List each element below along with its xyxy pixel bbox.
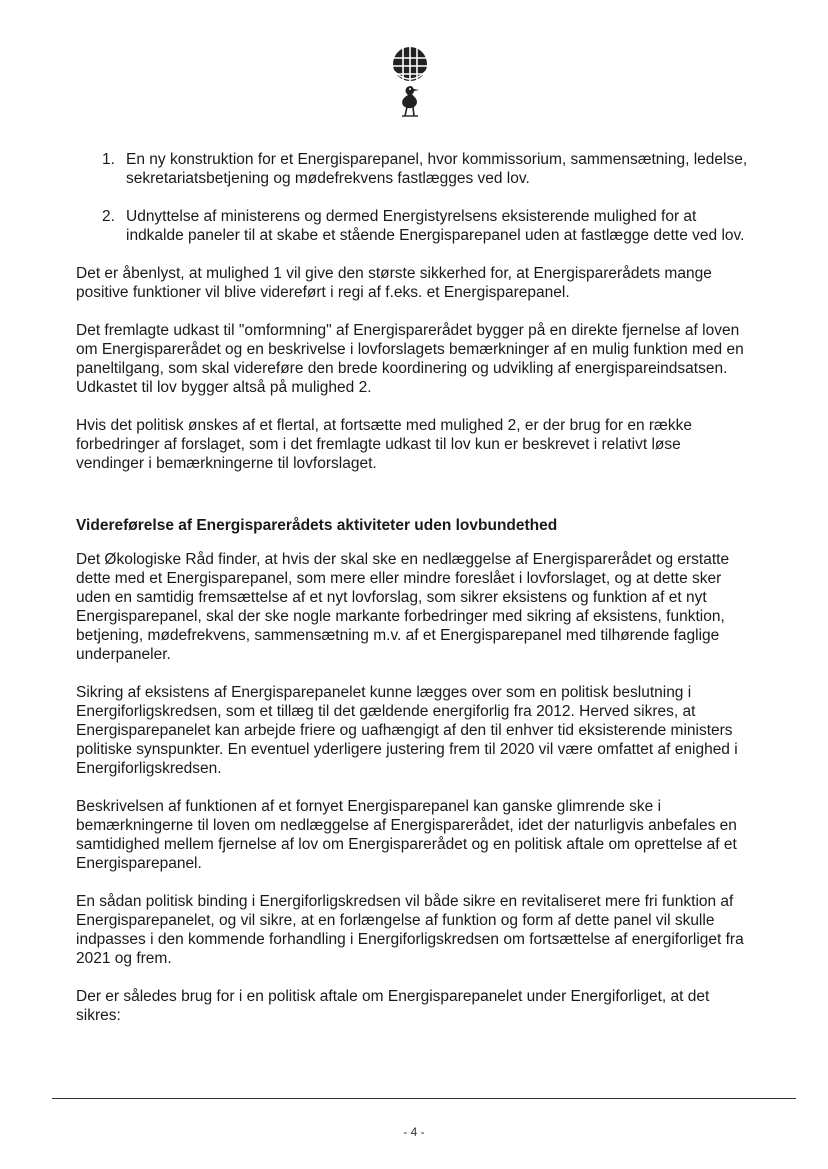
paragraph: Det Økologiske Råd finder, at hvis der skal ske en nedlæggelse af Energisparerådet og erstatte dette med et Energisparepanel, som mere eller mindre foreslået i lovforslaget, og at dette sker uden en samtidig fremsættelse af et nyt lovforslag, som sikrer eksistens og funktion af et nyt Energisparepanel, skal der ske nogle markante forbedringer med sikring af eksistens, funktion, betjening, mødefrekvens, sammensætning m.v. af et Energisparepanel med tilhørende faglige underpaneler. xyxy=(76,551,730,663)
numbered-list xyxy=(76,150,748,245)
paragraph: Det er åbenlyst, at mulighed 1 vil give den største sikkerhed for, at Energisparerådets mange positive funktioner vil blive videreført i regi af f.eks. et Energisparepanel. xyxy=(76,265,712,301)
paragraph: Sikring af eksistens af Energisparepanelet kunne lægges over som en politisk beslutning i Energiforligskredsen, som et tillæg til det gældende energiforlig fra 2012. Herved sikres, at Energisparepanelet kan arbejde friere og uafhængigt af den til enhver tid eksisterende ministers politiske synspunkter. En eventuel yderligere justering frem til 2020 vil være omfattet af enighed i Energiforligskredsen. xyxy=(76,684,738,777)
list-item-number: 1. xyxy=(102,151,115,168)
paragraph: Beskrivelsen af funktionen af et fornyet Energisparepanel kan ganske glimrende ske i bemærkningerne til loven om nedlæggelse af Energisparerådet, idet der naturligvis anbefales en samtidighed mellem fjernelse af lov om Energisparerådet og en politisk aftale om oprettelse af et Energisparepanel. xyxy=(76,798,737,872)
globe-bird-logo-icon xyxy=(390,44,430,120)
list-item xyxy=(76,150,748,188)
page-number: - 4 - xyxy=(403,1125,425,1139)
paragraph: Det fremlagte udkast til "omformning" af Energisparerådet bygger på en direkte fjernelse af loven om Energisparerådet og en beskrivelse i lovforslagets bemærkninger af en mulig funktion med en paneltilgang, som skal videreføre den brede koordinering og udvikling af energispareindsatsen. Udkastet til lov bygger altså på mulighed 2. xyxy=(76,322,744,396)
list-item-text: Udnyttelse af ministerens og dermed Energistyrelsens eksisterende mulighed for at indkalde paneler til at skabe et stående Energisparepanel uden at fastlægge dette ved lov. xyxy=(126,208,745,244)
list-item-number: 2. xyxy=(102,208,115,225)
section-heading: Videreførelse af Energisparerådets aktiviteter uden lovbundethed xyxy=(76,517,558,534)
document-body xyxy=(76,150,748,1044)
paragraph: En sådan politisk binding i Energiforligskredsen vil både sikre en revitaliseret mere fri funktion af Energisparepanelet, og vil sikre, at en forlængelse af funktion og form af dette panel vil skulle indpasses i den kommende forhandling i Energiforligskredsen om fortsættelse af energiforliget fra 2021 og frem. xyxy=(76,893,744,967)
list-item xyxy=(76,207,748,245)
spacer xyxy=(76,492,748,516)
paragraph: Hvis det politisk ønskes af et flertal, at fortsætte med mulighed 2, er der brug for en række forbedringer af forslaget, som i det fremlagte udkast til lov kun er beskrevet i relativt løse vendinger i bemærkningerne til lovforslaget. xyxy=(76,417,692,472)
paragraph: Der er således brug for i en politisk aftale om Energisparepanelet under Energiforliget, at det sikres: xyxy=(76,988,710,1024)
list-item-text: En ny konstruktion for et Energisparepanel, hvor kommissorium, sammensætning, ledelse, sekretariatsbetjening og mødefrekvens fastlægges ved lov. xyxy=(126,151,748,187)
footer-divider xyxy=(52,1098,796,1099)
